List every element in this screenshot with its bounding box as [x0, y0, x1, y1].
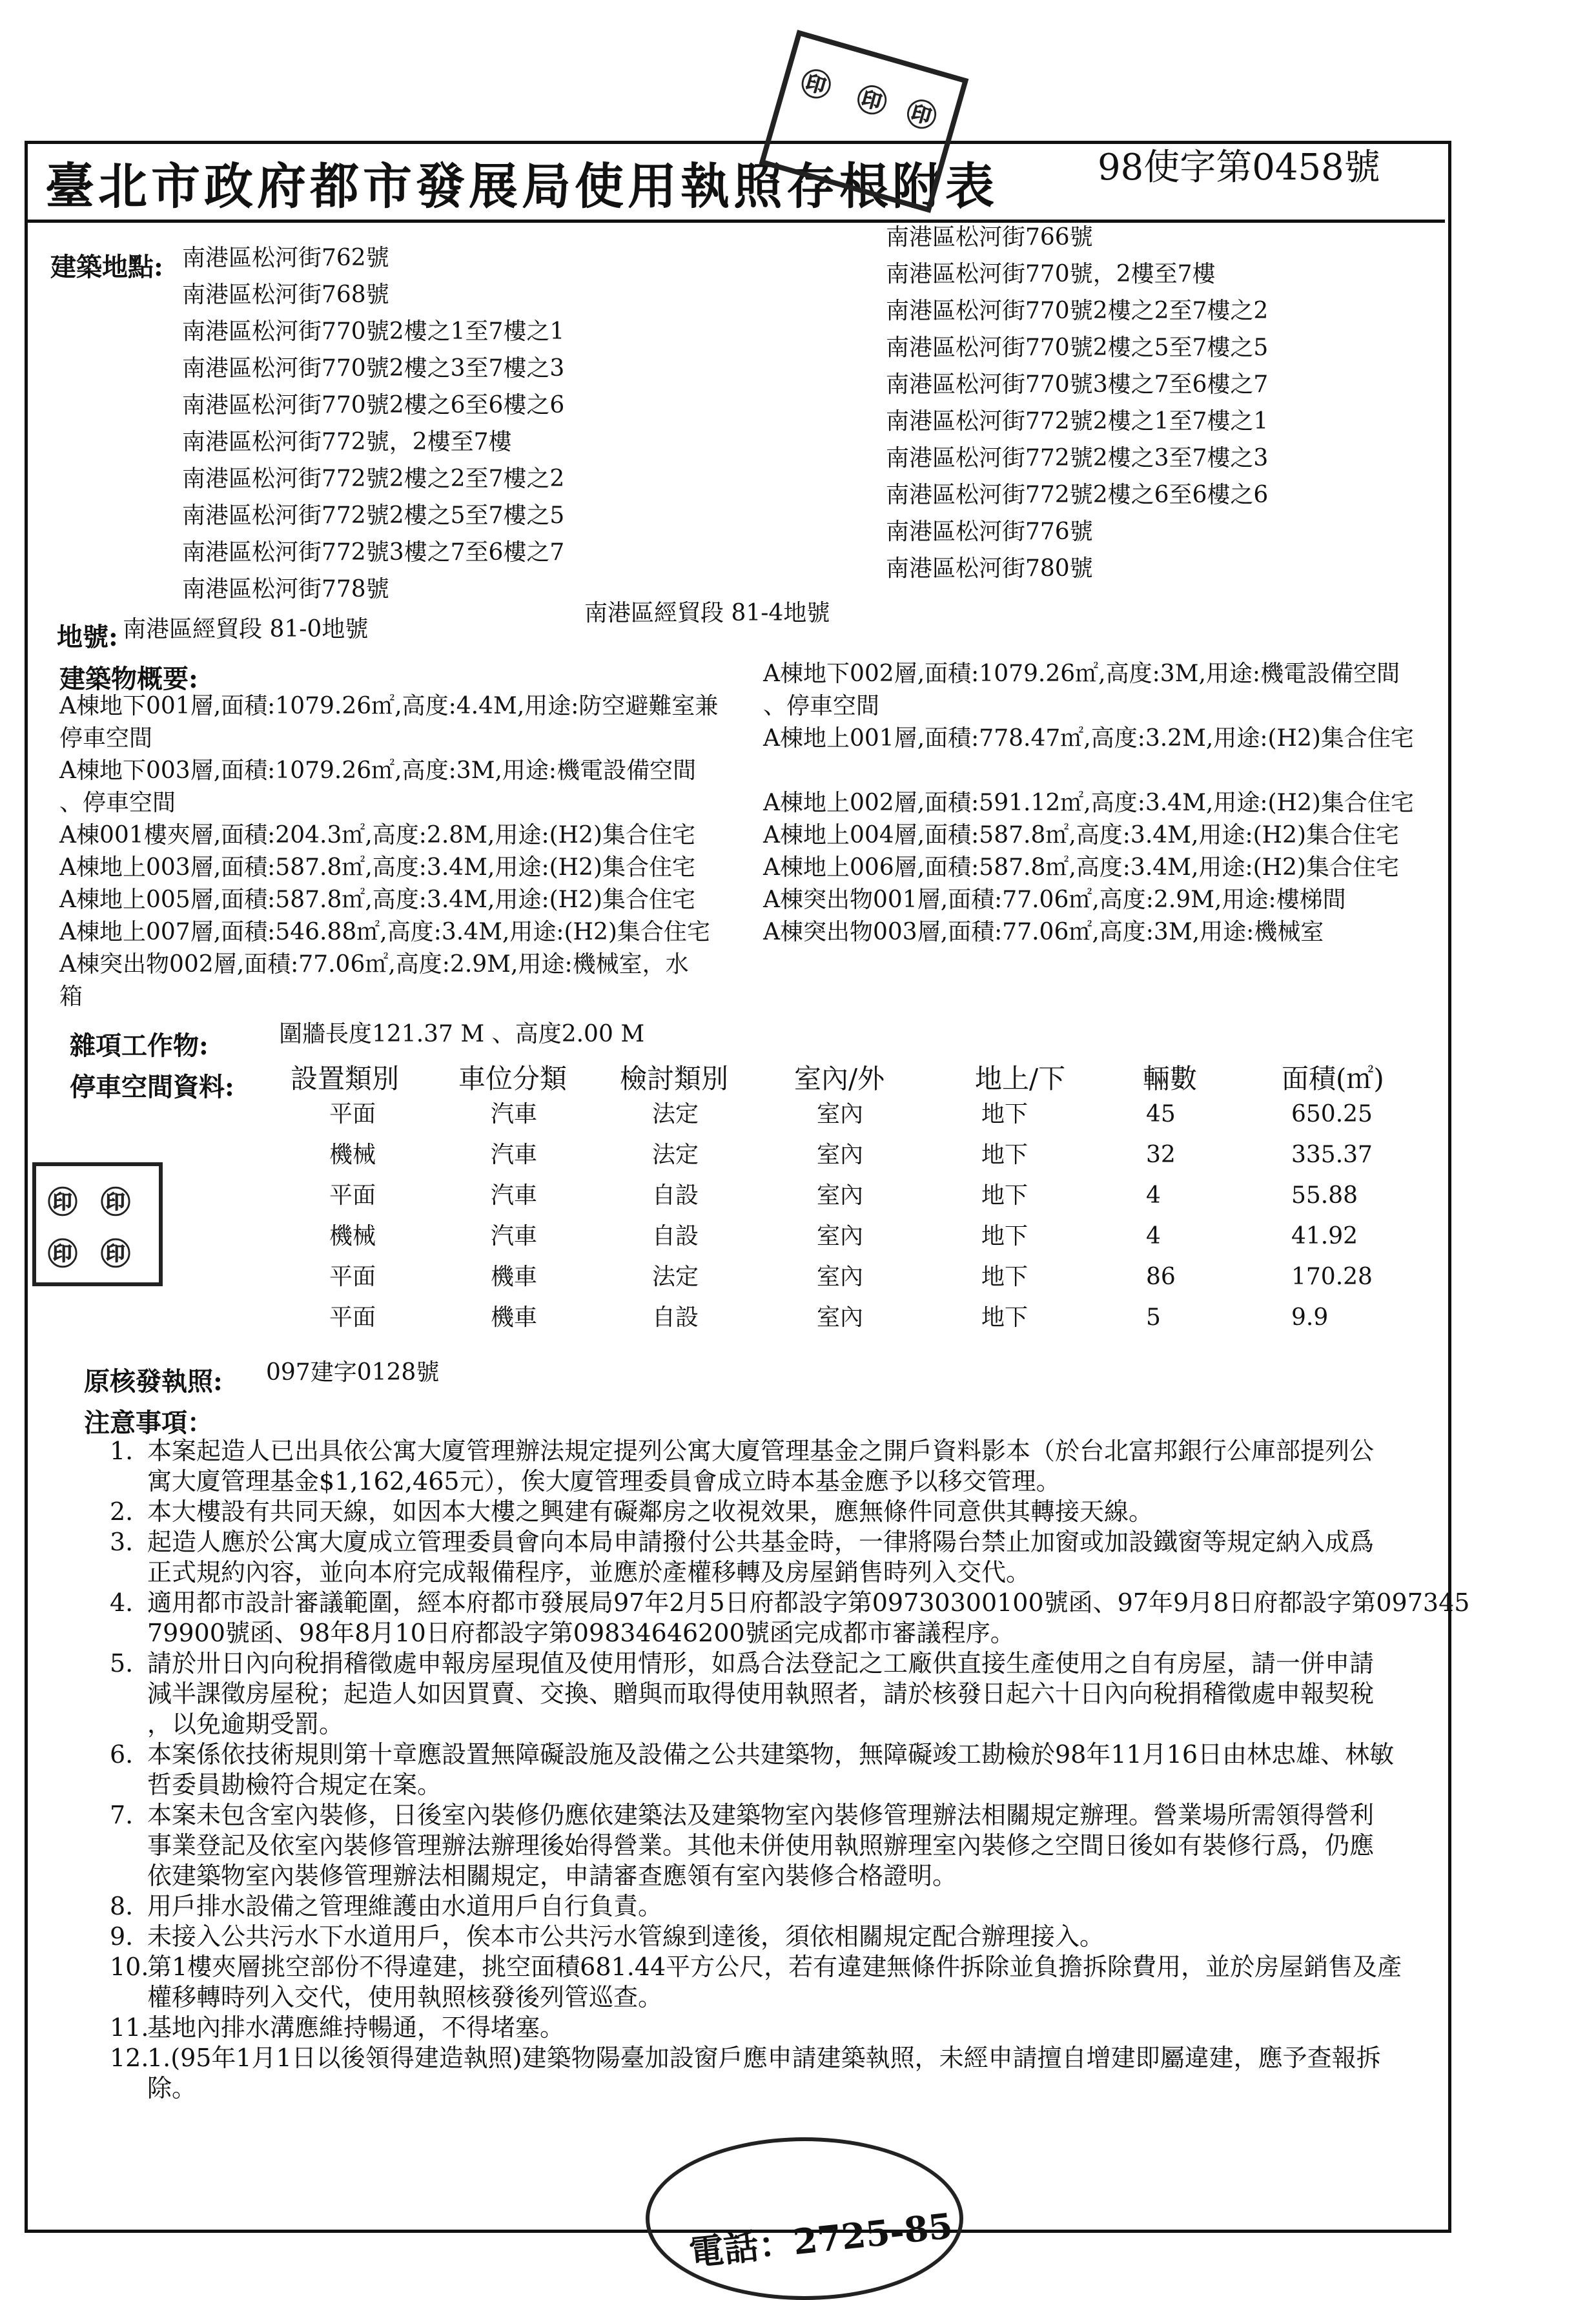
- line-item: A棟突出物001層,面積:77.06㎡,高度:2.9M,用途:樓梯間: [763, 887, 1346, 913]
- lot-label: 地號:: [57, 622, 118, 652]
- original-permit-label: 原核發執照:: [84, 1366, 223, 1397]
- line-item: 、停車空間: [59, 790, 176, 816]
- parking-cell: 170.28: [1291, 1264, 1373, 1290]
- parking-cell: 機械: [329, 1142, 376, 1168]
- note-line: 權移轉時列入交代，使用執照核發後列管巡查。: [147, 1983, 663, 2011]
- note-number: 8.: [110, 1892, 134, 1920]
- parking-cell: 自設: [652, 1223, 699, 1249]
- parking-cell: 機械: [329, 1223, 376, 1249]
- address-label: 建築地點:: [50, 252, 163, 282]
- parking-header: 設置類別: [291, 1063, 400, 1094]
- parking-cell: 地下: [981, 1182, 1028, 1209]
- parking-cell: 地下: [981, 1223, 1028, 1249]
- parking-cell: 法定: [652, 1264, 699, 1290]
- line-item: 南港區松河街772號3樓之7至6樓之7: [182, 539, 565, 566]
- line-item: 南港區松河街770號3樓之7至6樓之7: [886, 371, 1269, 398]
- document-title: 臺北市政府都市發展局使用執照存根附表: [45, 158, 998, 215]
- parking-cell: 地下: [981, 1101, 1028, 1127]
- parking-cell: 32: [1146, 1142, 1176, 1168]
- line-item: 南港區松河街772號2樓之2至7樓之2: [182, 466, 565, 492]
- note-line: 除。: [147, 2074, 197, 2102]
- note-line: 第1樓夾層挑空部份不得違建，挑空面積681.44平方公尺，若有違建無條件拆除並負擔拆除費用，並於房屋銷售及產: [147, 1953, 1402, 1981]
- parking-cell: 86: [1146, 1264, 1176, 1290]
- parking-cell: 地下: [981, 1304, 1028, 1331]
- note-number: 1.: [110, 1437, 134, 1465]
- parking-label: 停車空間資料:: [70, 1072, 234, 1102]
- note-line: 79900號函、98年8月10日府都設字第09834646200號函完成都市審議程序。: [147, 1619, 1015, 1647]
- parking-cell: 5: [1146, 1304, 1161, 1331]
- note-line: 事業登記及依室內裝修管理辦法辦理後始得營業。其他未併使用執照辦理室內裝修之空間日後如有裝修行爲，仍應: [147, 1831, 1375, 1860]
- misc-label: 雜項工作物:: [70, 1031, 209, 1061]
- note-line: 本案係依技術規則第十章應設置無障礙設施及設備之公共建築物，無障礙竣工勘檢於98年11月16日由林忠雄、林敏: [147, 1740, 1395, 1769]
- parking-cell: 汽車: [491, 1142, 538, 1168]
- parking-cell: 自設: [652, 1304, 699, 1331]
- line-item: A棟地上007層,面積:546.88㎡,高度:3.4M,用途:(H2)集合住宅: [59, 919, 710, 945]
- note-line: 本大樓設有共同天線，如因本大樓之興建有礙鄰房之收視效果，應無條件同意供其轉接天線。: [147, 1497, 1154, 1526]
- note-line: 未接入公共污水下水道用戶，俟本市公共污水管線到達後，須依相關規定配合辦理接入。: [147, 1922, 1105, 1951]
- original-permit-value: 097建字0128號: [266, 1359, 440, 1386]
- line-item: A棟突出物002層,面積:77.06㎡,高度:2.9M,用途:機械室，水: [59, 951, 689, 978]
- permit-number: 98使字第0458號: [1098, 147, 1380, 189]
- line-item: 停車空間: [59, 725, 153, 752]
- line-item: A棟地上006層,面積:587.8㎡,高度:3.4M,用途:(H2)集合住宅: [763, 854, 1399, 881]
- parking-cell: 平面: [329, 1101, 376, 1127]
- parking-cell: 335.37: [1291, 1142, 1373, 1168]
- note-line: 用戶排水設備之管理維護由水道用戶自行負責。: [147, 1892, 663, 1920]
- parking-cell: 室內: [817, 1101, 864, 1127]
- parking-cell: 4: [1146, 1223, 1161, 1249]
- line-item: 南港區松河街772號2樓之3至7樓之3: [886, 445, 1269, 471]
- note-line: 請於卅日內向稅捐稽徵處申報房屋現值及使用情形，如爲合法登記之工廠供直接生產使用之自有房屋，請一併申請: [147, 1649, 1375, 1678]
- line-item: A棟地上005層,面積:587.8㎡,高度:3.4M,用途:(H2)集合住宅: [59, 887, 695, 913]
- line-item: 南港區松河街770號2樓之6至6樓之6: [182, 392, 565, 418]
- line-item: A棟地下002層,面積:1079.26㎡,高度:3M,用途:機電設備空間: [763, 661, 1400, 687]
- line-item: A棟地下001層,面積:1079.26㎡,高度:4.4M,用途:防空避難室兼: [59, 693, 719, 719]
- line-item: 南港區松河街772號2樓之1至7樓之1: [886, 408, 1269, 435]
- overview-label: 建築物概要:: [59, 664, 198, 694]
- note-line: ，以免逾期受罰。: [147, 1710, 344, 1738]
- parking-cell: 650.25: [1291, 1101, 1373, 1127]
- parking-header: 室內/外: [794, 1063, 885, 1094]
- parking-cell: 汽車: [491, 1101, 538, 1127]
- parking-header: 輛數: [1143, 1063, 1198, 1094]
- parking-cell: 55.88: [1291, 1182, 1358, 1209]
- side-seal-stamp: ㊞ ㊞ ㊞ ㊞: [32, 1162, 163, 1286]
- parking-cell: 汽車: [491, 1182, 538, 1209]
- misc-value: 圍牆長度121.37 M 、高度2.00 M: [279, 1021, 645, 1047]
- lot-right: 南港區經貿段 81-4地號: [584, 600, 830, 626]
- parking-cell: 自設: [652, 1182, 699, 1209]
- stamp-phone-text: 電話：2725-85: [687, 2204, 955, 2274]
- line-item: 南港區松河街772號，2樓至7樓: [182, 429, 512, 455]
- note-number: 9.: [110, 1922, 134, 1951]
- parking-cell: 室內: [817, 1264, 864, 1290]
- line-item: A棟地上002層,面積:591.12㎡,高度:3.4M,用途:(H2)集合住宅: [763, 790, 1414, 816]
- line-item: 南港區松河街772號2樓之5至7樓之5: [182, 502, 565, 529]
- parking-cell: 地下: [981, 1264, 1028, 1290]
- line-item: 南港區松河街770號，2樓至7樓: [886, 261, 1216, 287]
- parking-cell: 機車: [491, 1264, 538, 1290]
- parking-header: 面積(㎡): [1282, 1063, 1384, 1094]
- parking-header: 車位分類: [458, 1063, 568, 1094]
- line-item: A棟突出物003層,面積:77.06㎡,高度:3M,用途:機械室: [763, 919, 1324, 945]
- note-line: 適用都市設計審議範圍，經本府都市發展局97年2月5日府都設字第09730300100號函、97年9月8日府都設字第097345: [147, 1588, 1470, 1617]
- line-item: A棟地上003層,面積:587.8㎡,高度:3.4M,用途:(H2)集合住宅: [59, 854, 695, 881]
- line-item: 南港區松河街762號: [182, 245, 389, 271]
- note-number: 11.: [110, 2013, 149, 2042]
- line-item: 南港區松河街778號: [182, 576, 389, 602]
- note-line: 依建築物室內裝修管理辦法相關規定，申請審查應領有室內裝修合格證明。: [147, 1862, 957, 1890]
- line-item: 南港區松河街770號2樓之1至7樓之1: [182, 318, 565, 345]
- line-item: 箱: [59, 983, 83, 1010]
- note-line: 本案未包含室內裝修，日後室內裝修仍應依建築法及建築物室內裝修管理辦法相關規定辦理。營業場所需領得營利: [147, 1801, 1375, 1829]
- parking-cell: 平面: [329, 1182, 376, 1209]
- parking-cell: 室內: [817, 1142, 864, 1168]
- line-item: 南港區松河街770號2樓之3至7樓之3: [182, 355, 565, 382]
- note-line: 減半課徵房屋稅；起造人如因買賣、交換、贈與而取得使用執照者，請於核發日起六十日內向稅捐稽徵處申報契稅: [147, 1679, 1375, 1708]
- note-number: 10.: [110, 1953, 149, 1981]
- top-seal-stamp: ㊞ ㊞ ㊞: [759, 30, 969, 213]
- note-number: 7.: [110, 1801, 134, 1829]
- line-item: 南港區松河街780號: [886, 555, 1093, 582]
- line-item: 南港區松河街770號2樓之5至7樓之5: [886, 334, 1269, 361]
- parking-cell: 法定: [652, 1142, 699, 1168]
- title-divider: [25, 220, 1445, 223]
- line-item: 南港區松河街768號: [182, 282, 389, 308]
- parking-cell: 法定: [652, 1101, 699, 1127]
- line-item: A棟地下003層,面積:1079.26㎡,高度:3M,用途:機電設備空間: [59, 757, 697, 784]
- parking-cell: 室內: [817, 1182, 864, 1209]
- note-line: 本案起造人已出具依公寓大廈管理辦法規定提列公寓大廈管理基金之開戶資料影本（於台北富邦銀行公庫部提列公: [147, 1437, 1375, 1465]
- note-line: 正式規約內容，並向本府完成報備程序，並應於產權移轉及房屋銷售時列入交代。: [147, 1558, 1031, 1586]
- parking-cell: 地下: [981, 1142, 1028, 1168]
- parking-cell: 室內: [817, 1223, 864, 1249]
- note-number: 3.: [110, 1528, 134, 1556]
- note-line: 1.(95年1月1日以後領得建造執照)建築物陽臺加設窗戶應申請建築執照，未經申請擅自增建即屬違建，應予查報拆: [147, 2044, 1381, 2072]
- bottom-phone-stamp: [646, 2137, 963, 2300]
- parking-cell: 45: [1146, 1101, 1176, 1127]
- note-number: 12.: [110, 2044, 149, 2072]
- parking-header: 檢討類別: [620, 1063, 729, 1094]
- note-number: 5.: [110, 1649, 134, 1678]
- note-line: 寓大廈管理基金$1,162,465元），俟大廈管理委員會成立時本基金應予以移交管理。: [147, 1467, 1061, 1495]
- parking-cell: 室內: [817, 1304, 864, 1331]
- parking-cell: 4: [1146, 1182, 1161, 1209]
- parking-cell: 機車: [491, 1304, 538, 1331]
- lot-left: 南港區經貿段 81-0地號: [123, 616, 369, 642]
- parking-cell: 平面: [329, 1304, 376, 1331]
- note-line: 起造人應於公寓大廈成立管理委員會向本局申請撥付公共基金時，一律將陽台禁止加窗或加設鐵窗等規定納入成爲: [147, 1528, 1375, 1556]
- line-item: A棟地上004層,面積:587.8㎡,高度:3.4M,用途:(H2)集合住宅: [763, 822, 1399, 848]
- line-item: 南港區松河街766號: [886, 224, 1093, 251]
- line-item: A棟001樓夾層,面積:204.3㎡,高度:2.8M,用途:(H2)集合住宅: [59, 822, 695, 848]
- note-line: 哲委員勘檢符合規定在案。: [147, 1771, 442, 1799]
- note-number: 6.: [110, 1740, 134, 1769]
- line-item: 南港區松河街776號: [886, 519, 1093, 545]
- note-line: 基地內排水溝應維持暢通，不得堵塞。: [147, 2013, 565, 2042]
- parking-header: 地上/下: [975, 1063, 1066, 1094]
- line-item: A棟地上001層,面積:778.47㎡,高度:3.2M,用途:(H2)集合住宅: [763, 725, 1414, 752]
- line-item: 南港區松河街770號2樓之2至7樓之2: [886, 298, 1269, 324]
- line-item: 南港區松河街772號2樓之6至6樓之6: [886, 482, 1269, 508]
- line-item: 、停車空間: [763, 693, 880, 719]
- notes-label: 注意事項：: [84, 1408, 213, 1438]
- parking-cell: 9.9: [1291, 1304, 1329, 1331]
- note-number: 2.: [110, 1497, 134, 1526]
- note-number: 4.: [110, 1588, 134, 1617]
- parking-cell: 平面: [329, 1264, 376, 1290]
- parking-cell: 汽車: [491, 1223, 538, 1249]
- parking-cell: 41.92: [1291, 1223, 1358, 1249]
